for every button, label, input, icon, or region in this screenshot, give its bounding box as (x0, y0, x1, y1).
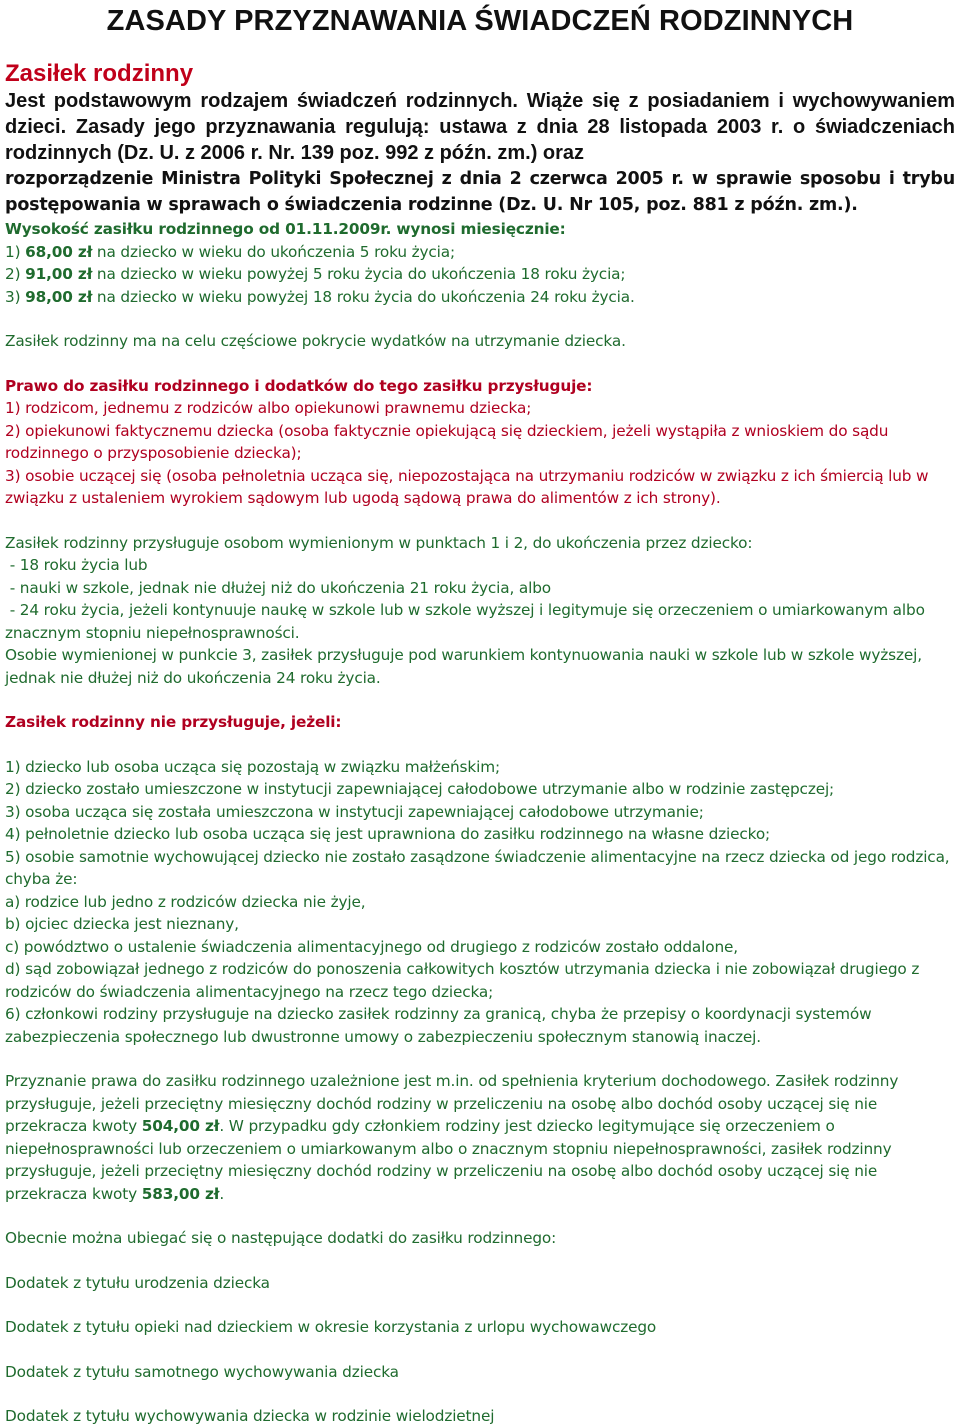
not-item: b) ojciec dziecka jest nieznany, (5, 915, 239, 933)
supplements-intro: Obecnie można ubiegać się o następujące dodatki do zasiłku rodzinnego: (5, 1229, 557, 1247)
amount-value: 68,00 zł (25, 242, 93, 261)
amount-item-2 (5, 263, 955, 286)
rights-item-1: 1) rodzicom, jednemu z rodziców albo opiekunowi prawnemu dziecka; (5, 399, 532, 417)
rights-heading: Prawo do zasiłku rodzinnego i dodatków do tego zasiłku przysługuje: (5, 376, 593, 395)
income-text (5, 1070, 955, 1205)
amount-text: na dziecko w wieku do ukończenia 5 roku życia; (92, 242, 455, 261)
amount-prefix: 3) (5, 287, 26, 306)
income-text-3: . (219, 1184, 225, 1203)
rights-item-3: 3) osobie uczącej się (osoba pełnoletnia ucząca się, niepozostająca na utrzymaniu rodziców w związku z ich śmiercią lub w związku z ustaleniem wyrokiem sądowym lub ugodą sądową prawa do alimentów z ich strony). (5, 466, 929, 507)
not-heading: Zasiłek rodzinny nie przysługuje, jeżeli: (5, 713, 342, 731)
purpose-text: Zasiłek rodzinny ma na celu częściowe pokrycie wydatków na utrzymanie dziecka. (5, 332, 626, 350)
amount-text: na dziecko w wieku powyżej 5 roku życia do ukończenia 18 roku życia; (92, 265, 626, 283)
amount-item-3 (5, 286, 955, 309)
age-item-2: - nauki w szkole, jednak nie dłużej niż do ukończenia 21 roku życia, albo (5, 578, 551, 597)
not-list (5, 756, 955, 1049)
supplement-item: Dodatek z tytułu wychowywania dziecka w rodzinie wielodzietnej (5, 1407, 495, 1425)
amount-text: na dziecko w wieku powyżej 18 roku życia do ukończenia 24 roku życia. (92, 287, 635, 306)
document (5, 0, 955, 1428)
not-item: c) powództwo o ustalenie świadczenia alimentacyjnego od drugiego z rodziców zostało oddalone, (5, 937, 738, 956)
age-section (5, 532, 955, 690)
income-text-1: Przyznanie prawa do zasiłku rodzinnego uzależnione jest m.in. od spełnienia kryterium dochodowego. Zasiłek rodzinny przysługuje, jeżeli przeciętny miesięczny dochód rodziny w przeliczeniu na osobę albo dochód osoby uczącej się nie przekracza kwoty (5, 1072, 899, 1135)
amount-item-1 (5, 241, 955, 264)
not-item: a) rodzice lub jedno z rodziców dziecka nie żyje, (5, 892, 366, 911)
amount-prefix: 1) (5, 242, 26, 261)
age-intro: Zasiłek rodzinny przysługuje osobom wymienionym w punktach 1 i 2, do ukończenia przez dziecko: (5, 533, 753, 552)
rights-section (5, 375, 955, 510)
intro (5, 88, 955, 218)
amount-prefix: 2) (5, 265, 26, 283)
not-item: 3) osoba ucząca się została umieszczona w instytucji zapewniającej całodobowe utrzymanie; (5, 802, 704, 821)
section-heading: Zasiłek rodzinny (5, 60, 194, 87)
supplement-item: Dodatek z tytułu opieki nad dzieckiem w okresie korzystania z urlopu wychowawczego (5, 1318, 657, 1336)
intro-text-1: Jest podstawowym rodzajem świadczeń rodzinnych. Wiąże się z posiadaniem i wychowywaniem dzieci. Zasady jego przyznawania regulują: ustawa z dnia 28 listopada 2003 r. o świadczeniach rodzinnych (Dz. U. z 2006 r. Nr. 139 poz. 992 z późn. zm.) oraz (5, 90, 955, 164)
amount-list (5, 241, 955, 309)
amount-value: 91,00 zł (25, 265, 93, 283)
page-title: ZASADY PRZYZNAWANIA ŚWIADCZEŃ RODZINNYCH (106, 5, 854, 37)
not-item: 4) pełnoletnie dziecko lub osoba ucząca się jest uprawniona do zasiłku rodzinnego na własne dziecko; (5, 825, 771, 843)
supplement-item: Dodatek z tytułu urodzenia dziecka (5, 1273, 270, 1292)
age-item-1: - 18 roku życia lub (5, 556, 148, 574)
amount-value: 98,00 zł (25, 287, 93, 306)
not-item: 5) osobie samotnie wychowującej dziecko nie zostało zasądzone świadczenie alimentacyjne na rzecz dziecka od jego rodzica, chyba że: (5, 847, 950, 888)
not-item: d) sąd zobowiązał jednego z rodziców do ponoszenia całkowitych kosztów utrzymania dziecka i nie zobowiązał drugiego z rodziców do świadczenia alimentacyjnego na rzecz tego dziecka; (5, 960, 920, 1001)
amount-heading: Wysokość zasiłku rodzinnego od 01.11.2009r. wynosi miesięcznie: (5, 220, 566, 238)
supplement-item: Dodatek z tytułu samotnego wychowywania dziecka (5, 1362, 399, 1381)
not-item: 1) dziecko lub osoba ucząca się pozostają w związku małżeńskim; (5, 757, 500, 776)
income-text-2: . W przypadku gdy członkiem rodziny jest dziecko legitymujące się orzeczeniem o niepełnosprawności lub orzeczeniem o umiarkowanym albo o znacznym stopniu niepełnosprawności, zasiłek rodzinny przysługuje, jeżeli przeciętny miesięczny dochód rodziny w przeliczeniu na osobę albo dochód osoby uczącej się nie przekracza kwoty (5, 1117, 892, 1203)
not-item: 2) dziecko zostało umieszczone w instytucji zapewniającej całodobowe utrzymanie albo w rodzinie zastępczej; (5, 780, 835, 798)
intro-text-2: rozporządzenie Ministra Polityki Społecznej z dnia 2 czerwca 2005 r. w sprawie sposobu i trybu postępowania w sprawach o świadczenia rodzinne (Dz. U. Nr 105, poz. 881 z późn. zm.). (5, 169, 955, 215)
income-amount-1: 504,00 zł (141, 1117, 220, 1135)
not-item: 6) członkowi rodziny przysługuje na dziecko zasiłek rodzinny za granicą, chyba że przepisy o koordynacji systemów zabezpieczenia społecznego lub dwustronne umowy o zabezpieczeniu społecznym stanowią inaczej. (5, 1005, 872, 1046)
age-item-3: - 24 roku życia, jeżeli kontynuuje naukę w szkole lub w szkole wyższej i legitymuje się orzeczeniem o umiarkowanym albo znacznym stopniu niepełnosprawności. (5, 601, 930, 642)
rights-item-2: 2) opiekunowi faktycznemu dziecka (osoba faktycznie opiekującą się dzieckiem, jeżeli wystąpiła z wnioskiem do sądu rodzinnego o przysposobienie dziecka); (5, 421, 889, 462)
point3-note: Osobie wymienionej w punkcie 3, zasiłek przysługuje pod warunkiem kontynuowania nauki w szkole lub w szkole wyższej, jednak nie dłużej niż do ukończenia 24 roku życia. (5, 646, 922, 687)
income-amount-2: 583,00 zł (141, 1184, 220, 1203)
